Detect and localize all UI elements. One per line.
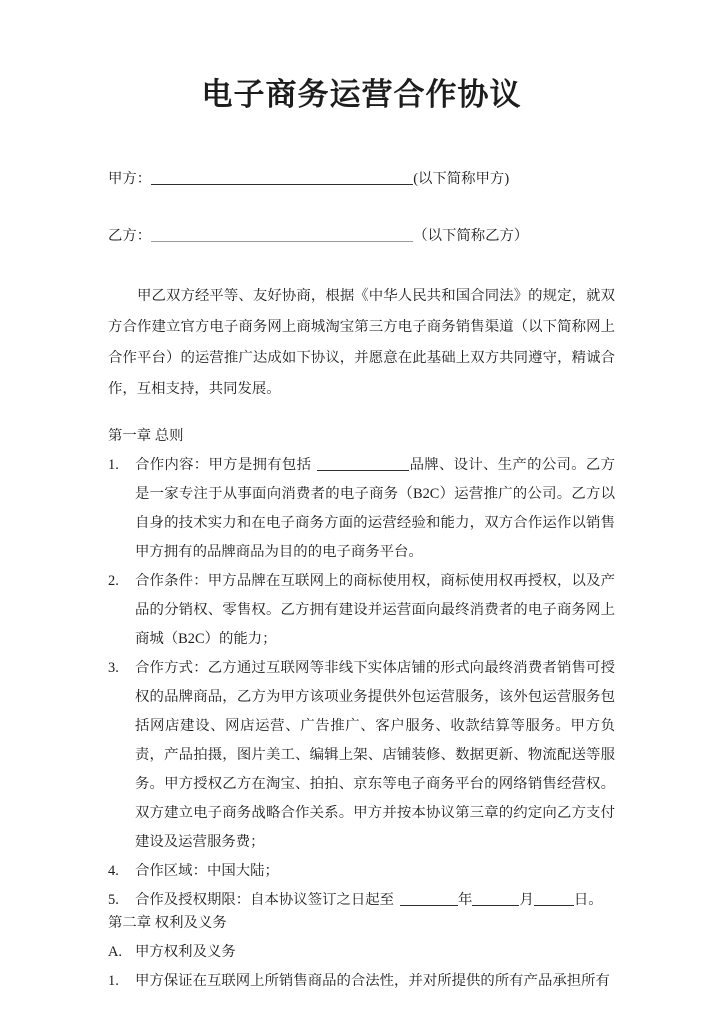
clause-4-number: 4. [108,863,119,879]
clause-3 [108,654,615,857]
party-a-label: 甲方： [108,171,152,187]
clause-1-text-post: 品牌、设计、生产的公司。乙方是一家专注于从事面向消费者的电子商务（B2C）运营推广的公司。乙方以自身的技术实力和在电子商务方面的运营经验和能力，双方合作运作以销售甲方拥有的品牌商品为目的的电子商务平台。 [135,457,615,560]
clause-3-number: 3. [108,660,119,676]
clause-1-number: 1. [108,457,119,473]
clause-2 [108,567,615,654]
brand-fill-blank[interactable] [317,457,409,471]
preamble-paragraph: 甲乙双方经平等、友好协商，根据《中华人民共和国合同法》的规定，就双方合作建立官方电子商务网上商城淘宝第三方电子商务销售渠道（以下简称网上合作平台）的运营推广达成如下协议，并愿意在此基础上双方共同遵守，精诚合作，互相支持，共同发展。 [108,288,615,397]
month-unit-label: 月 [519,892,534,908]
clause-5-text-pre: 合作及授权期限：自本协议签订之日起至 [135,892,395,908]
chapter-2-clause-1 [108,967,615,996]
party-b-row [108,221,615,252]
clause-3-text: 合作方式：乙方通过互联网等非线下实体店铺的形式向最终消费者销售可授权的品牌商品，乙方为甲方该项业务提供外包运营服务，该外包运营服务包括网店建设、网店运营、广告推广、客户服务、收款结算等服务。甲方负责，产品拍摄，图片美工、编辑上架、店铺装修、数据更新、物流配送等服务。甲方授权乙方在淘宝、拍拍、京东等电子商务平台的网络销售经营权。双方建立电子商务战略合作关系。甲方并按本协议第三章的约定向乙方支付建设及运营服务费； [135,660,615,850]
section-a-text: 甲方权利及义务 [135,944,236,960]
day-fill-blank[interactable] [534,892,574,906]
clause-4 [108,857,615,886]
clause-1-text-pre: 合作内容：甲方是拥有包括 [135,457,312,473]
party-b-label: 乙方： [108,228,152,244]
chapter-2-heading: 第二章 权利及义务 [108,915,227,931]
day-unit-label: 日。 [573,892,603,908]
clause-4-text: 合作区域：中国大陆； [135,863,279,879]
party-b-fill-blank[interactable] [151,226,413,242]
clause-2-text: 合作条件：甲方品牌在互联网上的商标使用权，商标使用权再授权，以及产品的分销权、零售权。乙方拥有建设并运营面向最终消费者的电子商务网上商城（B2C）的能力； [135,573,615,647]
section-a-number: A. [108,944,122,960]
party-a-alias: (以下简称甲方) [413,171,510,187]
party-a-fill-blank[interactable] [151,169,413,185]
clause-5 [108,886,615,915]
chapter-2-clause-1-number: 1. [108,973,119,989]
party-b-alias: （以下简称乙方） [413,228,529,244]
chapter-1-heading: 第一章 总则 [108,428,184,444]
section-a-heading [108,938,615,967]
clause-2-number: 2. [108,573,119,589]
year-fill-blank[interactable] [400,892,458,906]
year-unit-label: 年 [458,892,473,908]
clause-1 [108,451,615,567]
chapter-2-clause-1-text: 甲方保证在互联网上所销售商品的合法性，并对所提供的所有产品承担所有 [135,973,610,989]
document-title: 电子商务运营合作协议 [201,77,522,112]
party-a-row [108,164,615,195]
month-fill-blank[interactable] [472,892,519,906]
clause-5-number: 5. [108,892,119,908]
